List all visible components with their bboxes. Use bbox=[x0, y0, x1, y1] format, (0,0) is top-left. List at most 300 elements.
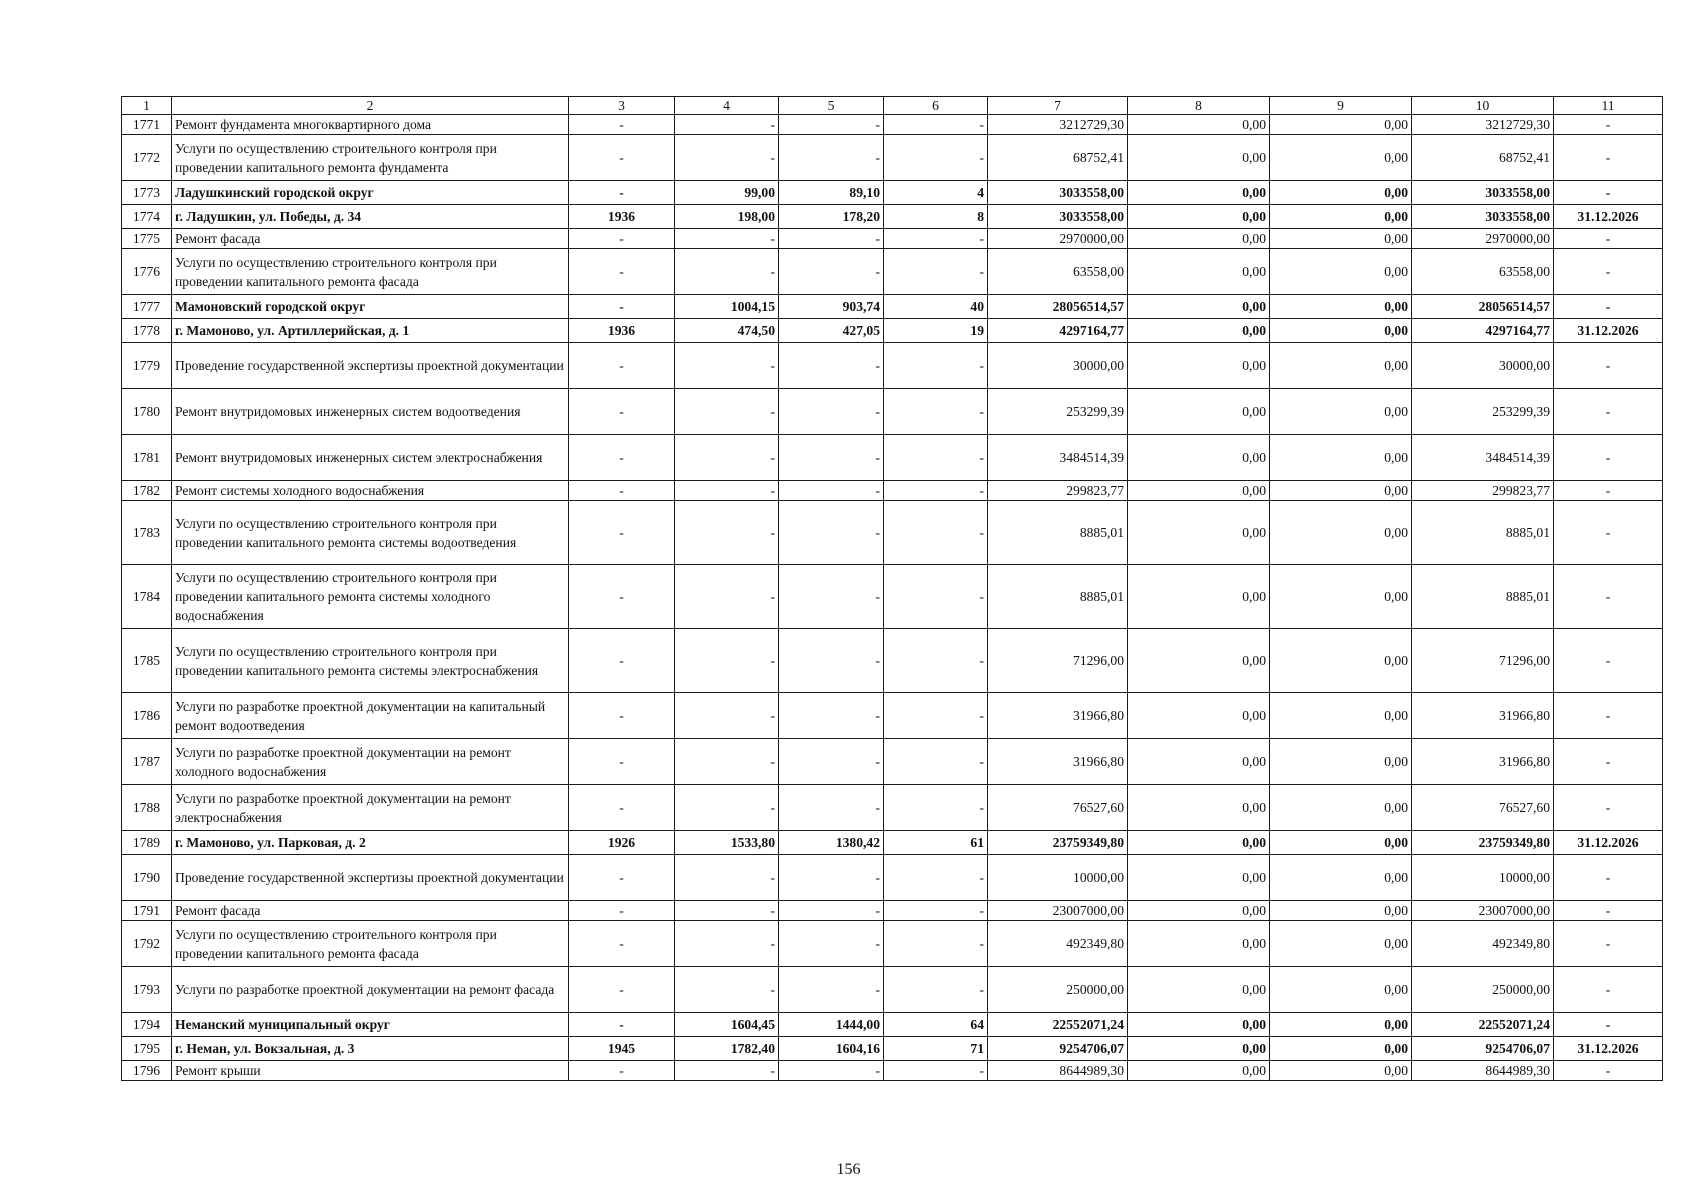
budget-cell: 0,00 bbox=[1270, 1037, 1412, 1061]
total-cost-cell: 2970000,00 bbox=[988, 229, 1128, 249]
deadline-cell: - bbox=[1554, 901, 1663, 921]
work-name-cell: Проведение государственной экспертизы проектной документации bbox=[172, 343, 569, 389]
living-area-cell: 903,74 bbox=[779, 295, 884, 319]
owners-funds-cell: 8885,01 bbox=[1412, 565, 1554, 629]
fund-cell: 0,00 bbox=[1128, 229, 1270, 249]
column-number: 5 bbox=[779, 97, 884, 115]
row-number-cell: 1792 bbox=[122, 921, 172, 967]
total-cost-cell: 9254706,07 bbox=[988, 1037, 1128, 1061]
residents-cell: - bbox=[884, 481, 988, 501]
deadline-cell: - bbox=[1554, 229, 1663, 249]
fund-cell: 0,00 bbox=[1128, 135, 1270, 181]
row-number-cell: 1785 bbox=[122, 629, 172, 693]
living-area-cell: 427,05 bbox=[779, 319, 884, 343]
owners-funds-cell: 23007000,00 bbox=[1412, 901, 1554, 921]
year-cell: - bbox=[569, 229, 675, 249]
column-number: 7 bbox=[988, 97, 1128, 115]
deadline-cell: - bbox=[1554, 1013, 1663, 1037]
year-cell: - bbox=[569, 135, 675, 181]
work-name-cell: Услуги по разработке проектной документации на ремонт электроснабжения bbox=[172, 785, 569, 831]
total-area-cell: - bbox=[675, 1061, 779, 1081]
total-cost-cell: 31966,80 bbox=[988, 739, 1128, 785]
owners-funds-cell: 3212729,30 bbox=[1412, 115, 1554, 135]
table-row bbox=[122, 135, 1663, 181]
work-name-cell: г. Мамоново, ул. Артиллерийская, д. 1 bbox=[172, 319, 569, 343]
work-name-cell: Услуги по осуществлению строительного контроля при проведении капитального ремонта фасада bbox=[172, 921, 569, 967]
work-name-cell: Услуги по осуществлению строительного контроля при проведении капитального ремонта системы холодного водоснабжения bbox=[172, 565, 569, 629]
work-name-cell: г. Неман, ул. Вокзальная, д. 3 bbox=[172, 1037, 569, 1061]
living-area-cell: - bbox=[779, 967, 884, 1013]
owners-funds-cell: 23759349,80 bbox=[1412, 831, 1554, 855]
fund-cell: 0,00 bbox=[1128, 435, 1270, 481]
budget-cell: 0,00 bbox=[1270, 693, 1412, 739]
total-cost-cell: 10000,00 bbox=[988, 855, 1128, 901]
column-number: 8 bbox=[1128, 97, 1270, 115]
table-row bbox=[122, 229, 1663, 249]
living-area-cell: - bbox=[779, 115, 884, 135]
year-cell: - bbox=[569, 693, 675, 739]
deadline-cell: - bbox=[1554, 435, 1663, 481]
fund-cell: 0,00 bbox=[1128, 901, 1270, 921]
total-cost-cell: 28056514,57 bbox=[988, 295, 1128, 319]
owners-funds-cell: 2970000,00 bbox=[1412, 229, 1554, 249]
year-cell: - bbox=[569, 785, 675, 831]
residents-cell: - bbox=[884, 501, 988, 565]
fund-cell: 0,00 bbox=[1128, 481, 1270, 501]
living-area-cell: 178,20 bbox=[779, 205, 884, 229]
total-area-cell: - bbox=[675, 921, 779, 967]
row-number-cell: 1771 bbox=[122, 115, 172, 135]
year-cell: - bbox=[569, 115, 675, 135]
owners-funds-cell: 71296,00 bbox=[1412, 629, 1554, 693]
residents-cell: - bbox=[884, 855, 988, 901]
budget-cell: 0,00 bbox=[1270, 229, 1412, 249]
total-cost-cell: 8885,01 bbox=[988, 565, 1128, 629]
budget-cell: 0,00 bbox=[1270, 967, 1412, 1013]
year-cell: - bbox=[569, 435, 675, 481]
fund-cell: 0,00 bbox=[1128, 921, 1270, 967]
column-number: 11 bbox=[1554, 97, 1663, 115]
living-area-cell: - bbox=[779, 389, 884, 435]
total-cost-cell: 3484514,39 bbox=[988, 435, 1128, 481]
fund-cell: 0,00 bbox=[1128, 693, 1270, 739]
deadline-cell: 31.12.2026 bbox=[1554, 1037, 1663, 1061]
year-cell: - bbox=[569, 343, 675, 389]
work-name-cell: Ладушкинский городской округ bbox=[172, 181, 569, 205]
year-cell: 1936 bbox=[569, 319, 675, 343]
work-name-cell: Ремонт внутридомовых инженерных систем электроснабжения bbox=[172, 435, 569, 481]
budget-cell: 0,00 bbox=[1270, 565, 1412, 629]
table-row bbox=[122, 205, 1663, 229]
row-number-cell: 1786 bbox=[122, 693, 172, 739]
column-number: 3 bbox=[569, 97, 675, 115]
row-number-cell: 1783 bbox=[122, 501, 172, 565]
residents-cell: - bbox=[884, 967, 988, 1013]
row-number-cell: 1784 bbox=[122, 565, 172, 629]
fund-cell: 0,00 bbox=[1128, 565, 1270, 629]
budget-cell: 0,00 bbox=[1270, 205, 1412, 229]
deadline-cell: - bbox=[1554, 181, 1663, 205]
year-cell: - bbox=[569, 501, 675, 565]
column-number: 10 bbox=[1412, 97, 1554, 115]
budget-cell: 0,00 bbox=[1270, 785, 1412, 831]
budget-cell: 0,00 bbox=[1270, 1061, 1412, 1081]
row-number-cell: 1776 bbox=[122, 249, 172, 295]
fund-cell: 0,00 bbox=[1128, 181, 1270, 205]
work-name-cell: Ремонт системы холодного водоснабжения bbox=[172, 481, 569, 501]
budget-cell: 0,00 bbox=[1270, 295, 1412, 319]
residents-cell: 19 bbox=[884, 319, 988, 343]
total-area-cell: - bbox=[675, 135, 779, 181]
total-area-cell: - bbox=[675, 343, 779, 389]
residents-cell: 40 bbox=[884, 295, 988, 319]
table-row bbox=[122, 501, 1663, 565]
deadline-cell: - bbox=[1554, 739, 1663, 785]
table-row bbox=[122, 115, 1663, 135]
deadline-cell: - bbox=[1554, 343, 1663, 389]
owners-funds-cell: 22552071,24 bbox=[1412, 1013, 1554, 1037]
budget-cell: 0,00 bbox=[1270, 249, 1412, 295]
deadline-cell: - bbox=[1554, 115, 1663, 135]
page-number: 156 bbox=[836, 1161, 861, 1178]
total-cost-cell: 8644989,30 bbox=[988, 1061, 1128, 1081]
year-cell: - bbox=[569, 481, 675, 501]
table-row bbox=[122, 629, 1663, 693]
total-area-cell: - bbox=[675, 229, 779, 249]
table-row bbox=[122, 565, 1663, 629]
owners-funds-cell: 299823,77 bbox=[1412, 481, 1554, 501]
residents-cell: - bbox=[884, 435, 988, 481]
fund-cell: 0,00 bbox=[1128, 967, 1270, 1013]
year-cell: - bbox=[569, 389, 675, 435]
owners-funds-cell: 10000,00 bbox=[1412, 855, 1554, 901]
budget-cell: 0,00 bbox=[1270, 855, 1412, 901]
work-name-cell: Ремонт крыши bbox=[172, 1061, 569, 1081]
residents-cell: 71 bbox=[884, 1037, 988, 1061]
living-area-cell: - bbox=[779, 481, 884, 501]
work-name-cell: Ремонт фундамента многоквартирного дома bbox=[172, 115, 569, 135]
table-row bbox=[122, 855, 1663, 901]
table-row bbox=[122, 1061, 1663, 1081]
total-area-cell: - bbox=[675, 565, 779, 629]
owners-funds-cell: 3033558,00 bbox=[1412, 205, 1554, 229]
work-name-cell: Услуги по осуществлению строительного контроля при проведении капитального ремонта фундамента bbox=[172, 135, 569, 181]
table-row bbox=[122, 901, 1663, 921]
total-cost-cell: 250000,00 bbox=[988, 967, 1128, 1013]
total-area-cell: - bbox=[675, 739, 779, 785]
residents-cell: - bbox=[884, 135, 988, 181]
row-number-cell: 1787 bbox=[122, 739, 172, 785]
deadline-cell: 31.12.2026 bbox=[1554, 205, 1663, 229]
living-area-cell: - bbox=[779, 229, 884, 249]
living-area-cell: - bbox=[779, 249, 884, 295]
work-name-cell: г. Ладушкин, ул. Победы, д. 34 bbox=[172, 205, 569, 229]
deadline-cell: - bbox=[1554, 693, 1663, 739]
column-number-row bbox=[122, 97, 1663, 115]
table-row bbox=[122, 481, 1663, 501]
work-name-cell: Услуги по осуществлению строительного контроля при проведении капитального ремонта системы водоотведения bbox=[172, 501, 569, 565]
budget-cell: 0,00 bbox=[1270, 389, 1412, 435]
deadline-cell: - bbox=[1554, 501, 1663, 565]
work-name-cell: Ремонт фасада bbox=[172, 229, 569, 249]
total-area-cell: 1004,15 bbox=[675, 295, 779, 319]
table-row bbox=[122, 435, 1663, 481]
total-area-cell: - bbox=[675, 967, 779, 1013]
work-name-cell: Мамоновский городской округ bbox=[172, 295, 569, 319]
table-row bbox=[122, 295, 1663, 319]
residents-cell: 4 bbox=[884, 181, 988, 205]
budget-cell: 0,00 bbox=[1270, 481, 1412, 501]
work-name-cell: Услуги по разработке проектной документации на капитальный ремонт водоотведения bbox=[172, 693, 569, 739]
budget-cell: 0,00 bbox=[1270, 343, 1412, 389]
living-area-cell: - bbox=[779, 565, 884, 629]
deadline-cell: - bbox=[1554, 785, 1663, 831]
row-number-cell: 1782 bbox=[122, 481, 172, 501]
work-name-cell: Услуги по осуществлению строительного контроля при проведении капитального ремонта системы электроснабжения bbox=[172, 629, 569, 693]
year-cell: - bbox=[569, 967, 675, 1013]
table-row bbox=[122, 1037, 1663, 1061]
row-number-cell: 1777 bbox=[122, 295, 172, 319]
total-area-cell: - bbox=[675, 389, 779, 435]
deadline-cell: 31.12.2026 bbox=[1554, 831, 1663, 855]
residents-cell: 64 bbox=[884, 1013, 988, 1037]
owners-funds-cell: 8885,01 bbox=[1412, 501, 1554, 565]
deadline-cell: - bbox=[1554, 249, 1663, 295]
total-area-cell: 1782,40 bbox=[675, 1037, 779, 1061]
living-area-cell: - bbox=[779, 501, 884, 565]
fund-cell: 0,00 bbox=[1128, 1061, 1270, 1081]
living-area-cell: - bbox=[779, 435, 884, 481]
row-number-cell: 1790 bbox=[122, 855, 172, 901]
capital-repair-table bbox=[121, 96, 1663, 1081]
residents-cell: - bbox=[884, 1061, 988, 1081]
deadline-cell: - bbox=[1554, 135, 1663, 181]
living-area-cell: - bbox=[779, 921, 884, 967]
residents-cell: 61 bbox=[884, 831, 988, 855]
total-area-cell: 1604,45 bbox=[675, 1013, 779, 1037]
total-area-cell: - bbox=[675, 901, 779, 921]
owners-funds-cell: 30000,00 bbox=[1412, 343, 1554, 389]
budget-cell: 0,00 bbox=[1270, 921, 1412, 967]
living-area-cell: - bbox=[779, 135, 884, 181]
owners-funds-cell: 250000,00 bbox=[1412, 967, 1554, 1013]
residents-cell: - bbox=[884, 693, 988, 739]
budget-cell: 0,00 bbox=[1270, 115, 1412, 135]
total-cost-cell: 3212729,30 bbox=[988, 115, 1128, 135]
work-name-cell: г. Мамоново, ул. Парковая, д. 2 bbox=[172, 831, 569, 855]
table-row bbox=[122, 249, 1663, 295]
year-cell: 1945 bbox=[569, 1037, 675, 1061]
table-row bbox=[122, 739, 1663, 785]
owners-funds-cell: 28056514,57 bbox=[1412, 295, 1554, 319]
work-name-cell: Услуги по осуществлению строительного контроля при проведении капитального ремонта фасада bbox=[172, 249, 569, 295]
total-area-cell: - bbox=[675, 629, 779, 693]
residents-cell: - bbox=[884, 343, 988, 389]
year-cell: 1936 bbox=[569, 205, 675, 229]
work-name-cell: Ремонт внутридомовых инженерных систем водоотведения bbox=[172, 389, 569, 435]
living-area-cell: - bbox=[779, 739, 884, 785]
fund-cell: 0,00 bbox=[1128, 205, 1270, 229]
living-area-cell: 89,10 bbox=[779, 181, 884, 205]
budget-cell: 0,00 bbox=[1270, 901, 1412, 921]
column-number: 6 bbox=[884, 97, 988, 115]
residents-cell: - bbox=[884, 565, 988, 629]
budget-cell: 0,00 bbox=[1270, 831, 1412, 855]
living-area-cell: 1380,42 bbox=[779, 831, 884, 855]
owners-funds-cell: 68752,41 bbox=[1412, 135, 1554, 181]
total-area-cell: - bbox=[675, 481, 779, 501]
living-area-cell: - bbox=[779, 343, 884, 389]
total-cost-cell: 299823,77 bbox=[988, 481, 1128, 501]
total-cost-cell: 3033558,00 bbox=[988, 181, 1128, 205]
year-cell: - bbox=[569, 1061, 675, 1081]
fund-cell: 0,00 bbox=[1128, 739, 1270, 785]
owners-funds-cell: 8644989,30 bbox=[1412, 1061, 1554, 1081]
column-number: 2 bbox=[172, 97, 569, 115]
budget-cell: 0,00 bbox=[1270, 135, 1412, 181]
row-number-cell: 1794 bbox=[122, 1013, 172, 1037]
total-cost-cell: 23759349,80 bbox=[988, 831, 1128, 855]
row-number-cell: 1773 bbox=[122, 181, 172, 205]
total-cost-cell: 492349,80 bbox=[988, 921, 1128, 967]
deadline-cell: 31.12.2026 bbox=[1554, 319, 1663, 343]
total-cost-cell: 3033558,00 bbox=[988, 205, 1128, 229]
total-area-cell: - bbox=[675, 693, 779, 739]
owners-funds-cell: 76527,60 bbox=[1412, 785, 1554, 831]
table-row bbox=[122, 831, 1663, 855]
fund-cell: 0,00 bbox=[1128, 249, 1270, 295]
table-row bbox=[122, 343, 1663, 389]
owners-funds-cell: 31966,80 bbox=[1412, 739, 1554, 785]
fund-cell: 0,00 bbox=[1128, 343, 1270, 389]
year-cell: - bbox=[569, 921, 675, 967]
deadline-cell: - bbox=[1554, 481, 1663, 501]
column-number: 9 bbox=[1270, 97, 1412, 115]
year-cell: - bbox=[569, 249, 675, 295]
living-area-cell: - bbox=[779, 785, 884, 831]
work-name-cell: Проведение государственной экспертизы проектной документации bbox=[172, 855, 569, 901]
year-cell: - bbox=[569, 629, 675, 693]
year-cell: - bbox=[569, 181, 675, 205]
table-row bbox=[122, 319, 1663, 343]
budget-cell: 0,00 bbox=[1270, 181, 1412, 205]
living-area-cell: - bbox=[779, 693, 884, 739]
total-area-cell: 1533,80 bbox=[675, 831, 779, 855]
table-row bbox=[122, 1013, 1663, 1037]
table-row bbox=[122, 785, 1663, 831]
residents-cell: - bbox=[884, 921, 988, 967]
fund-cell: 0,00 bbox=[1128, 389, 1270, 435]
living-area-cell: - bbox=[779, 901, 884, 921]
year-cell: - bbox=[569, 295, 675, 319]
deadline-cell: - bbox=[1554, 295, 1663, 319]
owners-funds-cell: 3484514,39 bbox=[1412, 435, 1554, 481]
work-name-cell: Ремонт фасада bbox=[172, 901, 569, 921]
table-row bbox=[122, 967, 1663, 1013]
row-number-cell: 1775 bbox=[122, 229, 172, 249]
row-number-cell: 1796 bbox=[122, 1061, 172, 1081]
residents-cell: - bbox=[884, 389, 988, 435]
residents-cell: - bbox=[884, 629, 988, 693]
living-area-cell: 1444,00 bbox=[779, 1013, 884, 1037]
row-number-cell: 1788 bbox=[122, 785, 172, 831]
deadline-cell: - bbox=[1554, 855, 1663, 901]
deadline-cell: - bbox=[1554, 967, 1663, 1013]
budget-cell: 0,00 bbox=[1270, 739, 1412, 785]
fund-cell: 0,00 bbox=[1128, 629, 1270, 693]
fund-cell: 0,00 bbox=[1128, 855, 1270, 901]
budget-cell: 0,00 bbox=[1270, 319, 1412, 343]
fund-cell: 0,00 bbox=[1128, 501, 1270, 565]
year-cell: - bbox=[569, 855, 675, 901]
table-row bbox=[122, 181, 1663, 205]
total-area-cell: - bbox=[675, 249, 779, 295]
total-cost-cell: 76527,60 bbox=[988, 785, 1128, 831]
budget-cell: 0,00 bbox=[1270, 629, 1412, 693]
row-number-cell: 1780 bbox=[122, 389, 172, 435]
fund-cell: 0,00 bbox=[1128, 1013, 1270, 1037]
total-cost-cell: 23007000,00 bbox=[988, 901, 1128, 921]
living-area-cell: 1604,16 bbox=[779, 1037, 884, 1061]
total-cost-cell: 63558,00 bbox=[988, 249, 1128, 295]
row-number-cell: 1778 bbox=[122, 319, 172, 343]
table-row bbox=[122, 693, 1663, 739]
fund-cell: 0,00 bbox=[1128, 785, 1270, 831]
work-name-cell: Услуги по разработке проектной документации на ремонт фасада bbox=[172, 967, 569, 1013]
table-body bbox=[122, 97, 1663, 1081]
row-number-cell: 1793 bbox=[122, 967, 172, 1013]
owners-funds-cell: 9254706,07 bbox=[1412, 1037, 1554, 1061]
total-cost-cell: 253299,39 bbox=[988, 389, 1128, 435]
residents-cell: - bbox=[884, 785, 988, 831]
residents-cell: - bbox=[884, 115, 988, 135]
total-cost-cell: 68752,41 bbox=[988, 135, 1128, 181]
year-cell: - bbox=[569, 901, 675, 921]
owners-funds-cell: 31966,80 bbox=[1412, 693, 1554, 739]
budget-cell: 0,00 bbox=[1270, 1013, 1412, 1037]
row-number-cell: 1781 bbox=[122, 435, 172, 481]
total-area-cell: - bbox=[675, 501, 779, 565]
year-cell: - bbox=[569, 1013, 675, 1037]
total-area-cell: - bbox=[675, 855, 779, 901]
year-cell: - bbox=[569, 565, 675, 629]
owners-funds-cell: 492349,80 bbox=[1412, 921, 1554, 967]
row-number-cell: 1789 bbox=[122, 831, 172, 855]
residents-cell: 8 bbox=[884, 205, 988, 229]
work-name-cell: Услуги по разработке проектной документации на ремонт холодного водоснабжения bbox=[172, 739, 569, 785]
fund-cell: 0,00 bbox=[1128, 115, 1270, 135]
work-name-cell: Неманский муниципальный округ bbox=[172, 1013, 569, 1037]
total-cost-cell: 22552071,24 bbox=[988, 1013, 1128, 1037]
column-number: 4 bbox=[675, 97, 779, 115]
living-area-cell: - bbox=[779, 629, 884, 693]
fund-cell: 0,00 bbox=[1128, 319, 1270, 343]
living-area-cell: - bbox=[779, 855, 884, 901]
owners-funds-cell: 63558,00 bbox=[1412, 249, 1554, 295]
fund-cell: 0,00 bbox=[1128, 831, 1270, 855]
owners-funds-cell: 3033558,00 bbox=[1412, 181, 1554, 205]
residents-cell: - bbox=[884, 249, 988, 295]
owners-funds-cell: 253299,39 bbox=[1412, 389, 1554, 435]
deadline-cell: - bbox=[1554, 1061, 1663, 1081]
table-row bbox=[122, 921, 1663, 967]
deadline-cell: - bbox=[1554, 565, 1663, 629]
total-cost-cell: 8885,01 bbox=[988, 501, 1128, 565]
year-cell: - bbox=[569, 739, 675, 785]
total-area-cell: 474,50 bbox=[675, 319, 779, 343]
column-number: 1 bbox=[122, 97, 172, 115]
total-area-cell: - bbox=[675, 435, 779, 481]
